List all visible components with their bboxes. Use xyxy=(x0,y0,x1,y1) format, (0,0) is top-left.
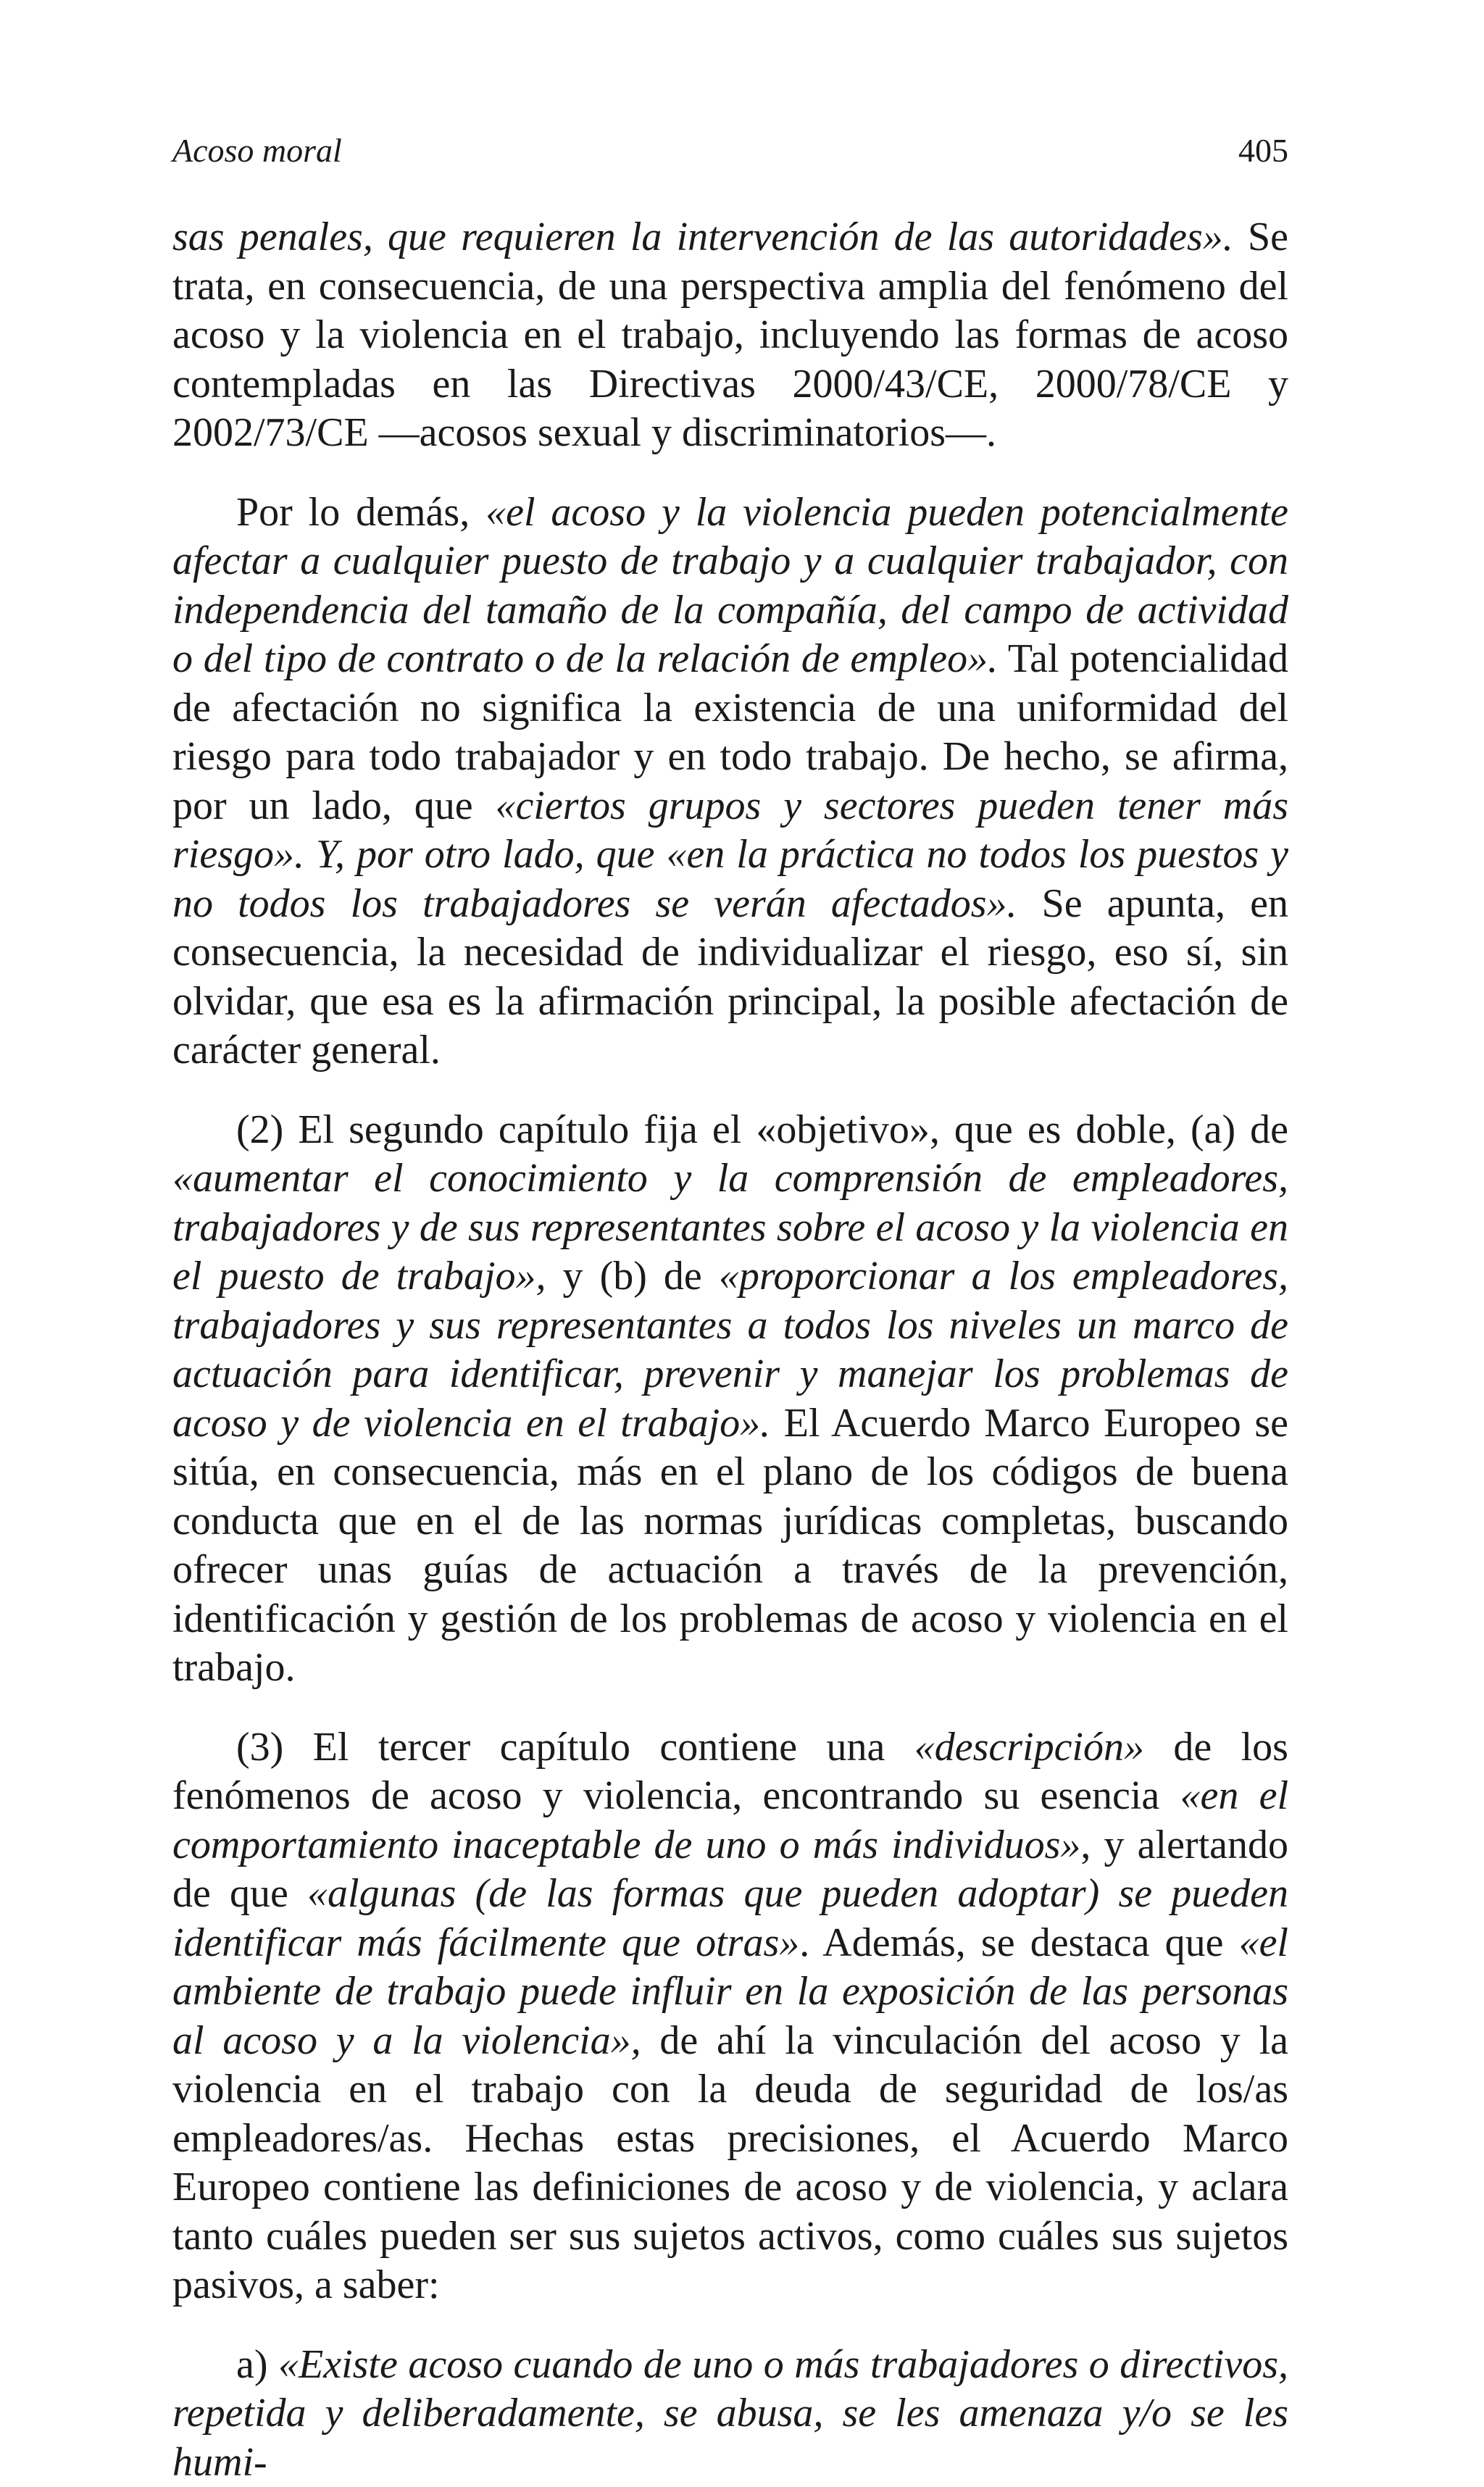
text-run: Se trata, en consecuencia, de una perspectiva amplia del fenómeno del acoso y la violencia en el trabajo, incluyendo las formas de acoso contempladas en las Directivas 2000/43/CE, 2000/78/CE y 2002/73/CE —acosos sexual y discriminatorios—. xyxy=(172,214,1288,455)
text-run: y (b) de xyxy=(546,1254,719,1299)
text-run: Por lo demás, xyxy=(236,490,485,535)
quote: «algunas (de las formas que pueden adoptar) se pueden identificar más fácilmente que otras» xyxy=(172,1871,1288,1965)
text-run: , y alertando de que xyxy=(172,1822,1288,1917)
running-header xyxy=(172,130,1288,171)
body-text xyxy=(172,213,1288,2487)
quote: «el ambiente de trabajo puede influir en la exposición de las personas al acoso y a la violencia», xyxy=(172,1920,1288,2063)
quote: sas penales, que requieren la intervención de las autoridades». xyxy=(172,214,1233,259)
paragraph-continuation xyxy=(172,213,1288,458)
paragraph-definition-a xyxy=(172,2341,1288,2487)
quote: «proporcionar a los empleadores, trabajadores y sus representantes a todos los niveles un marco de actuación para identificar, prevenir y manejar los problemas de acoso y de violencia en el trabajo». xyxy=(172,1254,1288,1446)
text-run: a) xyxy=(236,2342,278,2387)
text-run: (2) El segundo capítulo fija el «objetivo», que es doble, (a) de xyxy=(236,1107,1288,1152)
paragraph-affectation xyxy=(172,488,1288,1075)
text-run: Tal potencialidad de afectación no significa la existencia de una uniformidad del riesgo para todo trabajador y en todo trabajo. De hecho, se afirma, por un lado, que xyxy=(172,636,1288,828)
text-run: de los fenómenos de acoso y violencia, encontrando su esencia xyxy=(172,1725,1288,1819)
text-run: . Además, se destaca que xyxy=(799,1920,1238,1965)
text-run: de ahí la vinculación del acoso y la violencia en el trabajo con la deuda de seguridad de los/as empleadores/as. Hechas estas precisiones, el Acuerdo Marco Europeo contiene las definiciones de acoso y de violencia, y aclara tanto cuáles pueden ser sus sujetos activos, como cuáles sus sujetos pasivos, a saber: xyxy=(172,2018,1288,2308)
text-run: Se apunta, en consecuencia, la necesidad de individualizar el riesgo, eso sí, sin olvidar, que esa es la afirmación principal, la posible afectación de carácter general. xyxy=(172,881,1288,1073)
running-title: Acoso moral xyxy=(172,130,342,171)
page-number: 405 xyxy=(1238,130,1288,171)
quote: «descripción» xyxy=(914,1725,1144,1770)
text-run: El Acuerdo Marco Europeo se sitúa, en consecuencia, más en el plano de los códigos de buena conducta que en el de las normas jurídicas completas, buscando ofrecer unas guías de actuación a través de la prevención, identificación y gestión de los problemas de acoso y violencia en el trabajo. xyxy=(172,1401,1288,1691)
quote: «Existe acoso cuando de uno o más trabajadores o directivos, repetida y deliberadamente, se abusa, se les amenaza y/o se les humi- xyxy=(172,2342,1288,2485)
paragraph-second-chapter xyxy=(172,1106,1288,1693)
text-run: (3) El tercer capítulo contiene una xyxy=(236,1725,914,1770)
quote: «en el comportamiento inaceptable de uno o más individuos» xyxy=(172,1773,1288,1867)
quote: «el acoso y la violencia pueden potencialmente afectar a cualquier puesto de trabajo y a cualquier trabajador, con independencia del tamaño de la compañía, del campo de actividad o del tipo de contrato o de la relación de empleo». xyxy=(172,490,1288,682)
quote: «ciertos grupos y sectores pueden tener más riesgo». Y, por otro lado, que «en la práctica no todos los puestos y no todos los trabajadores se verán afectados». xyxy=(172,783,1288,926)
quote: «aumentar el conocimiento y la comprensión de empleadores, trabajadores y de sus representantes sobre el acoso y la violencia en el puesto de trabajo», xyxy=(172,1156,1288,1299)
document-page xyxy=(172,130,1288,2487)
paragraph-third-chapter xyxy=(172,1723,1288,2310)
